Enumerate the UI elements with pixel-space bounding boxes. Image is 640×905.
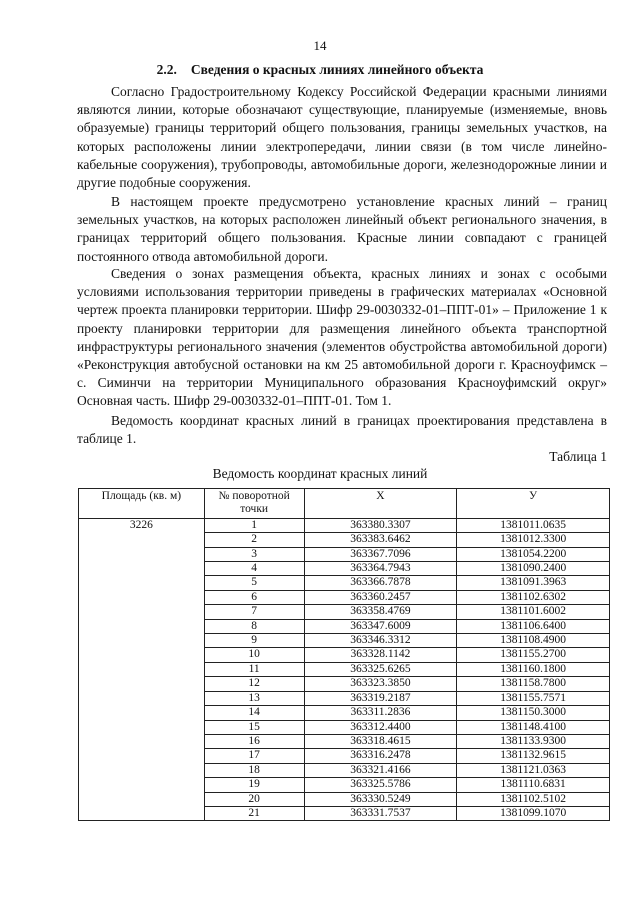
y-cell: 1381108.4900 — [457, 634, 610, 648]
y-cell: 1381110.6831 — [457, 778, 610, 792]
section-number: 2.2. — [156, 62, 177, 77]
point-number-cell: 17 — [204, 749, 304, 763]
x-cell: 363346.3312 — [304, 634, 457, 648]
header-x: X — [304, 489, 457, 519]
y-cell: 1381148.4100 — [457, 720, 610, 734]
area-cell: 3226 — [79, 518, 205, 821]
point-number-cell: 11 — [204, 662, 304, 676]
y-cell: 1381160.1800 — [457, 662, 610, 676]
x-cell: 363330.5249 — [304, 792, 457, 806]
x-cell: 363319.2187 — [304, 691, 457, 705]
y-cell: 1381133.9300 — [457, 734, 610, 748]
y-cell: 1381012.3300 — [457, 533, 610, 547]
section-heading — [0, 62, 640, 78]
x-cell: 363360.2457 — [304, 590, 457, 604]
x-cell: 363318.4615 — [304, 734, 457, 748]
y-cell: 1381102.5102 — [457, 792, 610, 806]
x-cell: 363358.4769 — [304, 605, 457, 619]
point-number-cell: 12 — [204, 677, 304, 691]
x-cell: 363316.2478 — [304, 749, 457, 763]
point-number-cell: 6 — [204, 590, 304, 604]
x-cell: 363325.5786 — [304, 778, 457, 792]
paragraph-graphic-materials: Сведения о зонах размещения объекта, красных линиях и зонах с особыми условиями использования территории приведены в графических материалах «Основной чертеж проекта планировки территории. Шифр 29-0030332-01–ППТ-01» – Приложение 1 к проекту планировки территории для размещения линейного объекта транспортной инфраструктуры регионального значения (элементов обустройства автомобильной дороги) «Реконструкция автобусной остановки на км 25 автомобильной дороги г. Красноуфимск – с. Симинчи на территории Муниципального образования Красноуфимский округ» Основная часть. Шифр 29-0030332-01–ППТ-01. Том 1. — [77, 266, 607, 409]
y-cell: 1381101.6002 — [457, 605, 610, 619]
y-cell: 1381106.6400 — [457, 619, 610, 633]
point-number-cell: 14 — [204, 706, 304, 720]
header-y: У — [457, 489, 610, 519]
paragraph-table-reference: Ведомость координат красных линий в границах проектирования представлена в таблице 1. — [77, 413, 607, 447]
x-cell: 363366.7878 — [304, 576, 457, 590]
point-number-cell: 16 — [204, 734, 304, 748]
point-number-cell: 8 — [204, 619, 304, 633]
y-cell: 1381102.6302 — [457, 590, 610, 604]
point-number-cell: 4 — [204, 562, 304, 576]
y-cell: 1381011.0635 — [457, 518, 610, 532]
y-cell: 1381158.7800 — [457, 677, 610, 691]
x-cell: 363383.6462 — [304, 533, 457, 547]
y-cell: 1381155.7571 — [457, 691, 610, 705]
header-point-number: № поворотной точки — [204, 489, 304, 519]
point-number-cell: 2 — [204, 533, 304, 547]
x-cell: 363364.7943 — [304, 562, 457, 576]
x-cell: 363321.4166 — [304, 763, 457, 777]
page-number: 14 — [313, 38, 327, 53]
point-number-cell: 20 — [204, 792, 304, 806]
x-cell: 363311.2836 — [304, 706, 457, 720]
x-cell: 363380.3307 — [304, 518, 457, 532]
y-cell: 1381099.1070 — [457, 806, 610, 820]
point-number-cell: 13 — [204, 691, 304, 705]
x-cell: 363323.3850 — [304, 677, 457, 691]
x-cell: 363331.7537 — [304, 806, 457, 820]
table-row — [79, 518, 610, 532]
coordinates-table — [78, 488, 610, 821]
point-number-cell: 7 — [204, 605, 304, 619]
x-cell: 363325.6265 — [304, 662, 457, 676]
y-cell: 1381090.2400 — [457, 562, 610, 576]
x-cell: 363312.4400 — [304, 720, 457, 734]
table-label: Таблица 1 — [549, 449, 607, 464]
x-cell: 363328.1142 — [304, 648, 457, 662]
y-cell: 1381091.3963 — [457, 576, 610, 590]
x-cell: 363367.7096 — [304, 547, 457, 561]
table-header-row — [79, 489, 610, 519]
point-number-cell: 9 — [204, 634, 304, 648]
point-number-cell: 1 — [204, 518, 304, 532]
y-cell: 1381121.0363 — [457, 763, 610, 777]
y-cell: 1381054.2200 — [457, 547, 610, 561]
point-number-cell: 5 — [204, 576, 304, 590]
point-number-cell: 10 — [204, 648, 304, 662]
point-number-cell: 19 — [204, 778, 304, 792]
point-number-cell: 21 — [204, 806, 304, 820]
y-cell: 1381132.9615 — [457, 749, 610, 763]
section-title: Сведения о красных линиях линейного объекта — [190, 62, 484, 77]
y-cell: 1381155.2700 — [457, 648, 610, 662]
point-number-cell: 3 — [204, 547, 304, 561]
table-title: Ведомость координат красных линий — [212, 466, 428, 481]
paragraph-red-lines-definition: Согласно Градостроительному Кодексу Российской Федерации красными линиями являются линии, которые обозначают существующие, планируемые (изменяемые, вновь образуемые) границы территорий общего пользования, границы земельных участков, на которых расположены линии электропередачи, линии связи (в том числе линейно-кабельные сооружения), трубопроводы, автомобильные дороги, железнодорожные линии и другие подобные сооружения. — [77, 84, 607, 191]
paragraph-project-red-lines: В настоящем проекте предусмотрено установление красных линий – границ земельных участков, на которых расположен линейный объект регионального значения, в границах территорий общего пользования. Красные линии совпадают с границей постоянного отвода автомобильной дороги. — [77, 194, 607, 264]
y-cell: 1381150.3000 — [457, 706, 610, 720]
x-cell: 363347.6009 — [304, 619, 457, 633]
point-number-cell: 18 — [204, 763, 304, 777]
point-number-cell: 15 — [204, 720, 304, 734]
header-area: Площадь (кв. м) — [79, 489, 205, 519]
